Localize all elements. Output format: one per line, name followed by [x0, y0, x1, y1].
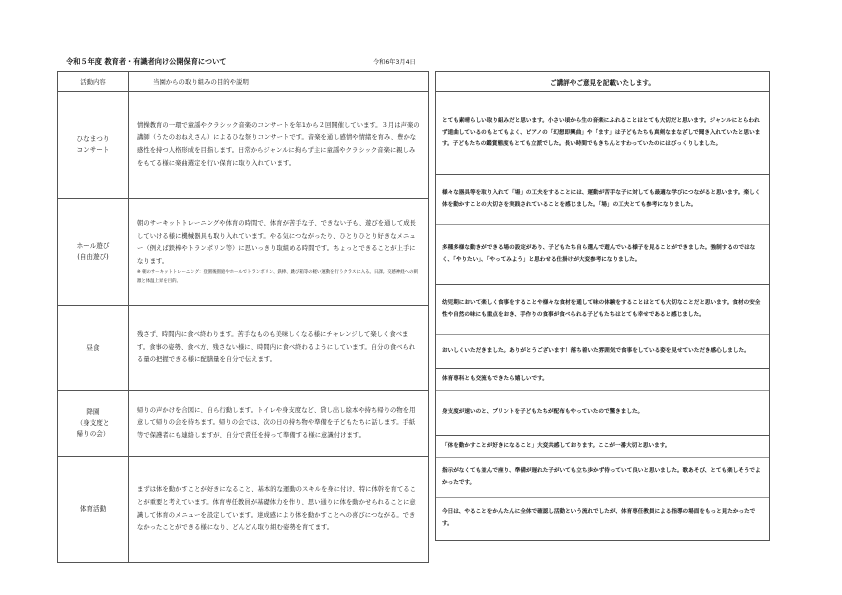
feedback-comment-cell — [436, 436, 769, 458]
table-row — [58, 92, 428, 199]
feedback-comment-cell — [436, 225, 769, 284]
feedback-comment-cell — [436, 498, 769, 539]
feedback-comment: 身支度が速いのと、プリントを子どもたちが配布もやっていたので驚きました。 — [442, 409, 644, 416]
activity-category: 体育活動 — [58, 457, 129, 562]
feedback-comment: とても素晴らしい取り組みだと思います。小さい頃から生の音楽にふれることはとても大切だと思います。ジャンルにとらわれず道曲しているのもとてもよく、ピアノの「幻想即興曲」や「ます」は子どもたちも真剣なまなざしで聞き入れていたと思います。子どもたちの鑑賞態度もとても立派でした。長い時間でもきちんとすわっていたのにはびっくりしました。 — [442, 118, 761, 148]
feedback-comment: 体育専科とも交流もできたら嬉しいです。 — [442, 375, 548, 382]
feedback-group — [436, 175, 769, 285]
feedback-comment: 「体を動かすことが好きになること」大変共感しております。ここが一番大切と思います。 — [442, 442, 671, 449]
activity-table-header — [58, 72, 428, 92]
feedback-group — [436, 92, 769, 175]
feedback-comment: 多種多様な動きができる場の設定があり、子どもたち自ら選んで遊んでいる様子を見ることができました。強制するのではなく、「やりたい」、「やってみよう」と思わせる仕掛けが大変参考になりました。 — [442, 245, 756, 263]
column-header-purpose: 当園からの取り組みの目的や説明 — [153, 78, 249, 86]
activity-category: 昼食 — [58, 306, 129, 390]
activity-category: 降園 （身支度と 帰りの会） — [58, 391, 129, 456]
activity-description-cell — [129, 391, 428, 456]
activity-description: 帰りの声かけを合図に、自ら行動します。トイレや身支度など、貸し出し絵本や持ち帰りの物を用意して帰りの会を待ちます。帰りの会では、次の日の持ち物や準備を子どもたちに話します。手紙等で保護者にも連絡しますが、自分で責任を持って準備する様に意識付けます。 — [137, 406, 416, 439]
feedback-comment: 指示がなくても並んで座り、準備が遅れた子がいても立ち歩かず待っていて良いと思いました。歌あそび、とても楽しそうでよかったです。 — [442, 468, 761, 486]
table-row — [58, 391, 428, 457]
activity-category: ひなまつり コンサート — [58, 92, 129, 198]
feedback-comment: おいしくいただきました。ありがとうございます！落ち着いた雰囲気で食事をしている姿を見せていただき感心しました。 — [442, 347, 750, 354]
activity-description-cell — [129, 199, 428, 305]
feedback-comment-cell — [436, 458, 769, 498]
document-title: 令和５年度 教育者・有識者向け公開保育について — [66, 57, 227, 66]
feedback-comment-cell — [436, 285, 769, 335]
feedback-group — [436, 369, 769, 436]
feedback-group — [436, 285, 769, 369]
table-row — [58, 199, 428, 306]
feedback-table-header: ご講評やご意見を記載いたします。 — [436, 72, 769, 92]
document-date: 令和6年3月4日 — [373, 59, 416, 66]
activity-note: ※ 朝のサーキットトレーニング：登園後園庭やホールでトランポリン、鉄棒、跳び箱等の軽い運動を行うクラスに入る。日課。交感神経への刺激と体温上昇を目的。 — [137, 270, 418, 284]
feedback-comment: 様々な器具等を取り入れて「場」の工夫をすることには、運動が苦手な子に対しても最適な学びにつながると思います。楽しく体を動かすことの大切さを実践されていることを感じました。「場」の工夫とても参考になりました。 — [442, 190, 761, 208]
table-row — [58, 457, 428, 562]
activity-category: ホール遊び (自由遊び) — [58, 199, 129, 305]
feedback-comment-cell — [436, 92, 769, 175]
feedback-table — [435, 71, 770, 541]
activity-description-cell — [129, 92, 428, 198]
feedback-comment-cell — [436, 369, 769, 391]
feedback-comment: 今日は、やることをかんたんに全体で確認し活動という流れでしたが、体育専任教員による指導の場面をもっと見たかったです。 — [442, 509, 756, 527]
activity-description: 朝のサーキットトレーニングや体育の時間で、体育が苦手な子、できない子も、遊びを通して成長していける様に機械器具も取り入れています。やる気につながったり、ひとりひとり好きなメニュー（例えば鉄棒やトランポリン等）に思いっきり取組める時間です。ちょっとできることが上手になります。 — [137, 219, 416, 265]
feedback-group — [436, 436, 769, 540]
feedback-comment: 幼児期において楽しく食事をすることや様々な食材を通して味の体験をすることはとても大切なことだと思います。食材の安全性や自然の味にも重点をおき、手作りの食事が食べられる子どもたちはとても幸せであると感じました。 — [442, 300, 761, 318]
activity-description-cell — [129, 457, 428, 562]
feedback-comment-cell — [436, 391, 769, 435]
feedback-comment-cell — [436, 175, 769, 225]
activity-description: 残さず、時間内に食べ終わります。苦手なものも美味しくなる様にチャレンジして楽しく食べます。食事の姿勢、食べ方、残さない様に、時間内に食べ終わるようにしています。自分の食べられる量の把握できる様に配膳量を自分で伝えます。 — [137, 331, 416, 364]
activity-description-cell — [129, 306, 428, 390]
column-header-activity: 活動内容 — [58, 72, 129, 91]
feedback-comment-cell — [436, 335, 769, 368]
table-row — [58, 306, 428, 391]
activity-description: まずは体を動かすことが好きになること、基本的な運動のスキルを身に付け、特に体幹を育てることが重要と考えています。体育専任教員が基礎体力を作り、思い通りに体を動かせられることに意識して体育のメニューを設定しています。達成感により体を動かすことへの喜びにつながる。できなかったことができる様になり、どんどん取り組む姿勢を育てます。 — [137, 486, 416, 532]
activity-description: 情操教育の一環で童謡やクラシック音楽のコンサートを年1から２回開催しています。３月は声楽の講師（うたのおねえさん）によるひな祭りコンサートです。音楽を通し感情や情緒を育み、豊かな感性を持つ人格形成を目指します。日常からジャンルに拘らず主に童謡やクラシック音楽に親しみをもてる様に楽曲選定を行い保育に取り入れています。 — [137, 121, 420, 167]
activity-table — [57, 71, 429, 563]
